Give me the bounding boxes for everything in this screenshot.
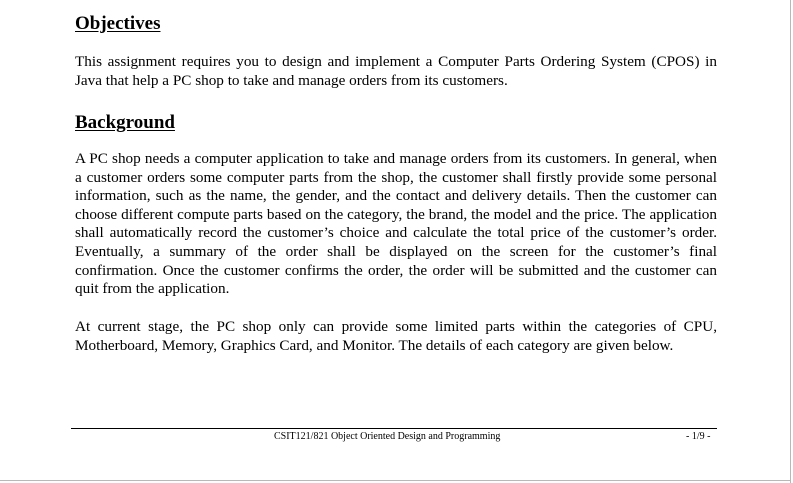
page-border-bottom [0,480,791,481]
footer-divider [71,428,717,429]
objectives-heading: Objectives [75,13,161,34]
footer-page-number: - 1/9 - [686,431,711,442]
page-border-right [790,0,791,483]
background-heading: Background [75,112,175,133]
background-paragraph: A PC shop needs a computer application to take and manage orders from its customers. In general, when a customer orders some computer parts from the shop, the customer shall firstly provide some personal information, such as the name, the gender, and the contact and delivery details. Then the customer can choose different compute parts based on the category, the brand, the model and the price. The application shall automatically record the customer’s choice and calculate the total price of the customer’s order. Eventually, a summary of the order shall be displayed on the screen for the customer’s final confirmation. Once the customer confirms the order, the order will be submitted and the customer can quit from the application. [75,150,717,298]
footer-course-title: CSIT121/821 Object Oriented Design and Programming [274,431,501,442]
categories-paragraph: At current stage, the PC shop only can provide some limited parts within the categories of CPU, Motherboard, Memory, Graphics Card, and Monitor. The details of each category are given below. [75,318,717,354]
objectives-paragraph: This assignment requires you to design and implement a Computer Parts Ordering System (CPOS) in Java that help a PC shop to take and manage orders from its customers. [75,53,717,89]
